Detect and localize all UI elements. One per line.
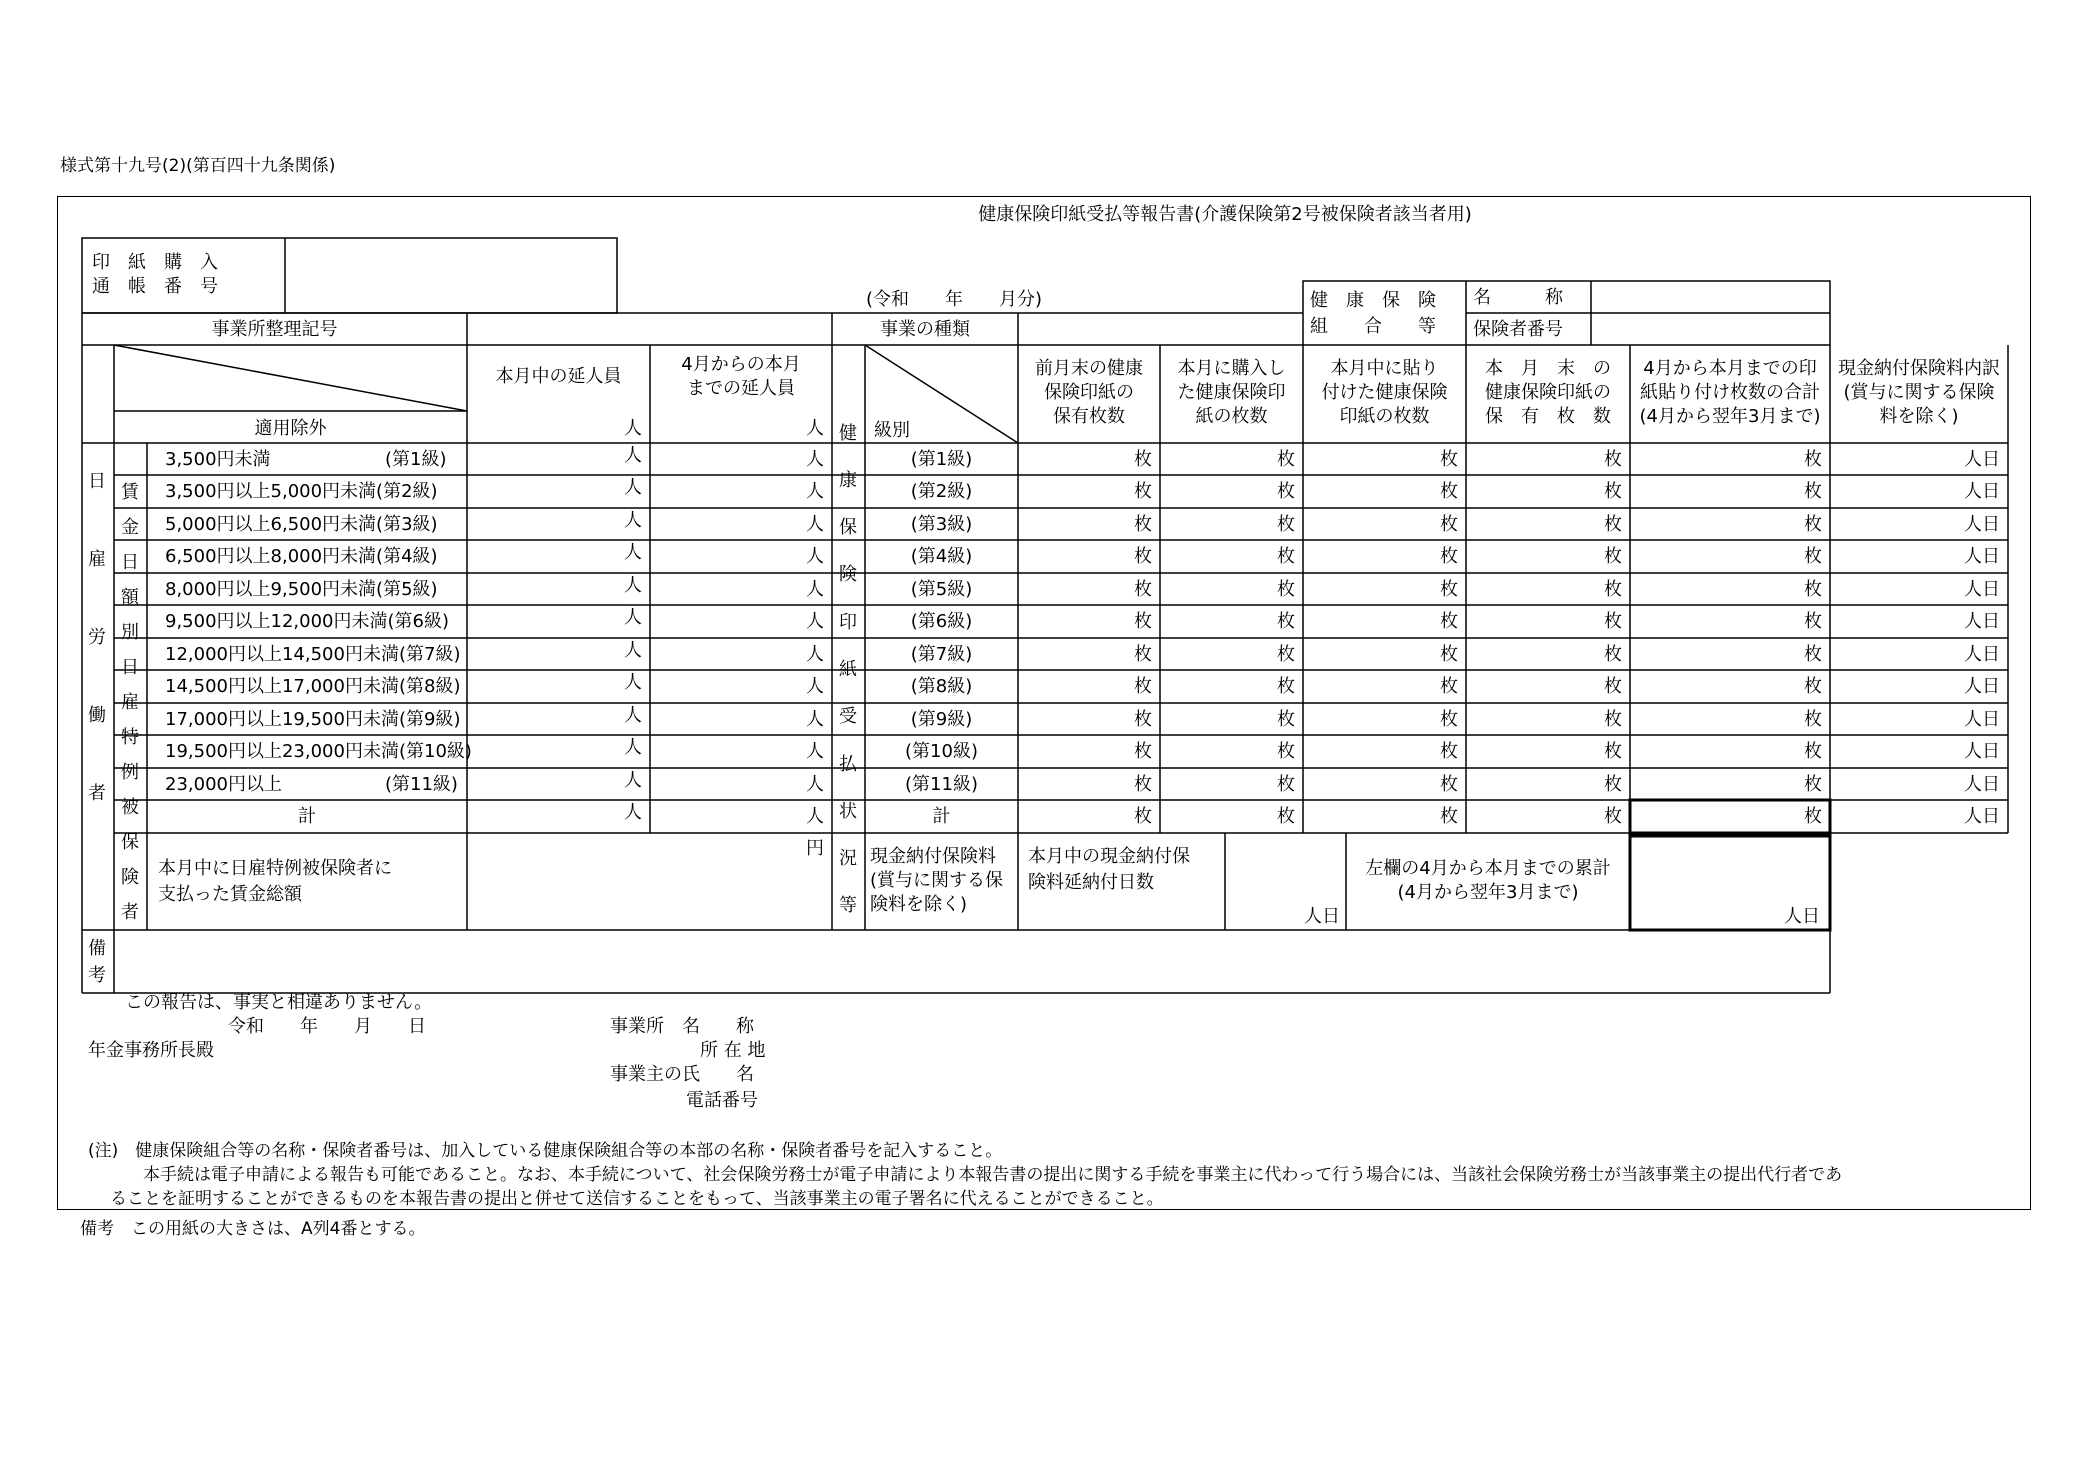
side-mid-char: 印: [839, 612, 857, 633]
total-personday-unit: 人日: [1964, 806, 2000, 827]
side-mid-char: 状: [839, 801, 857, 822]
row-personday-unit: 人日: [1964, 449, 2000, 470]
header-month-end-line: 本 月 末 の: [1485, 358, 1611, 379]
row-personday-unit: 人日: [1964, 741, 2000, 762]
row-april-unit: 人: [806, 546, 824, 567]
row-sheet-unit: 枚: [1277, 611, 1295, 632]
row-grade-suffix: (第11級): [385, 774, 458, 795]
row-wage-range: 19,500円以上23,000円未満(第10級): [165, 741, 472, 762]
row-persons-unit: 人: [624, 737, 642, 758]
row-sheet-unit: 枚: [1134, 741, 1152, 762]
row-persons-unit: 人: [624, 640, 642, 661]
side-inner-char: 金: [121, 517, 139, 538]
total-sheet-unit: 枚: [1804, 806, 1822, 827]
row-personday-unit: 人日: [1964, 546, 2000, 567]
row-sheet-unit: 枚: [1604, 481, 1622, 502]
row-persons-unit: 人: [624, 607, 642, 628]
row-personday-unit: 人日: [1964, 774, 2000, 795]
row-sheet-unit: 枚: [1804, 644, 1822, 665]
header-april-persons-2: までの延人員: [687, 378, 795, 399]
side-mid-char: 等: [839, 895, 857, 916]
row-personday-unit: 人日: [1964, 709, 2000, 730]
late-days-label-2: 険料延納付日数: [1028, 872, 1154, 893]
row-grade-label: (第3級): [910, 514, 973, 535]
row-april-unit: 人: [806, 774, 824, 795]
row-persons-unit: 人: [624, 770, 642, 791]
side-inner-char: 日: [121, 657, 139, 678]
side-inner-char: 被: [121, 797, 139, 818]
side-remarks-char: 備: [88, 938, 106, 959]
row-wage-range: 8,000円以上9,500円未満(第5級): [165, 579, 438, 600]
row-sheet-unit: 枚: [1134, 481, 1152, 502]
side-inner-char: 雇: [121, 692, 139, 713]
row-sheet-unit: 枚: [1277, 644, 1295, 665]
row-sheet-unit: 枚: [1804, 579, 1822, 600]
row-sheet-unit: 枚: [1804, 709, 1822, 730]
row-sheet-unit: 枚: [1277, 676, 1295, 697]
row-april-unit: 人: [806, 514, 824, 535]
cash-premium-label-1: 現金納付保険料: [870, 846, 996, 867]
side-mid-char: 保: [839, 517, 857, 538]
row-sheet-unit: 枚: [1804, 774, 1822, 795]
side-inner-char: 保: [121, 832, 139, 853]
row-sheet-unit: 枚: [1440, 611, 1458, 632]
insurer-number-label: 保険者番号: [1473, 319, 1563, 340]
row-personday-unit: 人日: [1964, 676, 2000, 697]
row-persons-unit: 人: [624, 705, 642, 726]
header-affixed-line: 印紙の枚数: [1339, 406, 1430, 427]
total-grade-label: 計: [932, 806, 951, 827]
row-sheet-unit: 枚: [1604, 611, 1622, 632]
row-sheet-unit: 枚: [1134, 611, 1152, 632]
row-sheet-unit: 枚: [1804, 514, 1822, 535]
row-wage-range: 23,000円以上: [165, 774, 282, 795]
header-affixed-line: 本月中に貼り: [1330, 358, 1439, 379]
row-wage-range: 9,500円以上12,000円未満(第6級): [165, 611, 450, 632]
row-grade-label: (第5級): [910, 579, 973, 600]
row-grade-label: (第11級): [905, 774, 978, 795]
row-sheet-unit: 枚: [1277, 481, 1295, 502]
late-days-label-1: 本月中の現金納付保: [1028, 846, 1190, 867]
row-sheet-unit: 枚: [1804, 741, 1822, 762]
side-mid-char: 受: [839, 706, 857, 727]
name-label: 名 称: [1473, 287, 1563, 308]
row-personday-unit: 人日: [1964, 481, 2000, 502]
row-grade-label: (第1級): [910, 449, 973, 470]
row-persons-unit: 人: [624, 542, 642, 563]
side-mid-char: 健: [839, 423, 857, 444]
row-sheet-unit: 枚: [1804, 676, 1822, 697]
row-sheet-unit: 枚: [1134, 449, 1152, 470]
header-cash-breakdown-line: 料を除く): [1879, 406, 1959, 427]
wage-total-label-2: 支払った賃金総額: [158, 884, 302, 905]
total-april-unit: 人: [806, 806, 824, 827]
header-cumulative-line: 紙貼り付け枚数の合計: [1640, 382, 1820, 403]
header-cumulative-line: 4月から本月までの印: [1643, 358, 1817, 379]
date-line: 令和 年 月 日: [228, 1016, 426, 1037]
purchase-label-2: 通 帳 番 号: [92, 276, 218, 297]
side-mid-char: 康: [839, 470, 857, 491]
row-sheet-unit: 枚: [1440, 676, 1458, 697]
row-personday-unit: 人日: [1964, 644, 2000, 665]
total-sheet-unit: 枚: [1134, 806, 1152, 827]
header-this-month-persons: 本月中の延人員: [495, 366, 622, 387]
row-sheet-unit: 枚: [1604, 579, 1622, 600]
row-persons-unit: 人: [624, 575, 642, 596]
side-inner-char: 者: [121, 902, 139, 923]
row-persons-unit: 人: [624, 445, 642, 466]
side-left-char: 雇: [88, 549, 106, 570]
row-grade-label: (第6級): [910, 611, 973, 632]
left-cumulative-label-2: (4月から翌年3月まで): [1397, 882, 1579, 903]
total-sheet-unit: 枚: [1277, 806, 1295, 827]
side-inner-char: 日: [121, 552, 139, 573]
purchase-number-field[interactable]: [289, 242, 613, 309]
row-april-unit: 人: [806, 481, 824, 502]
row-sheet-unit: 枚: [1604, 644, 1622, 665]
cash-premium-label-3: 険料を除く): [870, 894, 968, 915]
row-april-unit: 人: [806, 449, 824, 470]
row-april-unit: 人: [806, 741, 824, 762]
wage-total-unit: 円: [806, 838, 824, 859]
header-prev-stamps-line: 保有枚数: [1053, 406, 1125, 427]
row-sheet-unit: 枚: [1134, 644, 1152, 665]
row-sheet-unit: 枚: [1277, 546, 1295, 567]
exempt-unit-1: 人: [624, 418, 642, 439]
left-cumulative-label-1: 左欄の4月から本月までの累計: [1365, 858, 1611, 879]
side-inner-char: 特: [121, 727, 139, 748]
row-sheet-unit: 枚: [1440, 449, 1458, 470]
row-april-unit: 人: [806, 709, 824, 730]
office-ref-label: 事業所整理記号: [211, 319, 338, 340]
exempt-label: 適用除外: [254, 418, 327, 439]
side-left-char: 者: [88, 783, 106, 804]
row-april-unit: 人: [806, 644, 824, 665]
cash-premium-label-2: (賞与に関する保: [870, 870, 1004, 891]
row-sheet-unit: 枚: [1440, 546, 1458, 567]
total-sheet-unit: 枚: [1604, 806, 1622, 827]
row-sheet-unit: 枚: [1804, 449, 1822, 470]
header-cumulative-line: (4月から翌年3月まで): [1639, 406, 1821, 427]
insurer-label-1: 健 康 保 険: [1310, 290, 1436, 311]
row-sheet-unit: 枚: [1134, 514, 1152, 535]
header-prev-stamps-line: 保険印紙の: [1044, 382, 1134, 403]
row-sheet-unit: 枚: [1277, 741, 1295, 762]
row-sheet-unit: 枚: [1604, 774, 1622, 795]
row-personday-unit: 人日: [1964, 579, 2000, 600]
office-phone: 電話番号: [686, 1090, 758, 1111]
side-mid-char: 況: [839, 848, 857, 869]
note-2: 本手続は電子申請による報告も可能であること。なお、本手続について、社会保険労務士が電子申請により本報告書の提出に関する手続を事業主に代わって行う場合には、当該社会保険労務士が当該事業主の提出代行者であ: [143, 1165, 1843, 1185]
header-purchased-line: 本月に購入し: [1177, 358, 1286, 379]
row-april-unit: 人: [806, 579, 824, 600]
row-grade-suffix: (第1級): [385, 449, 447, 470]
total-persons-unit: 人: [624, 802, 642, 823]
header-month-end-line: 保 有 枚 数: [1485, 406, 1611, 427]
side-mid-char: 払: [839, 754, 857, 775]
purchase-label-1: 印 紙 購 入: [92, 252, 218, 273]
header-cash-breakdown-line: (賞与に関する保険: [1843, 382, 1995, 403]
row-grade-label: (第9級): [910, 709, 973, 730]
row-sheet-unit: 枚: [1440, 514, 1458, 535]
total-sheet-unit: 枚: [1440, 806, 1458, 827]
office-name: 事業所 名 称: [610, 1016, 754, 1037]
row-persons-unit: 人: [624, 477, 642, 498]
side-inner-char: 別: [121, 622, 139, 643]
office-address: 所 在 地: [700, 1040, 766, 1061]
row-sheet-unit: 枚: [1440, 644, 1458, 665]
row-personday-unit: 人日: [1964, 611, 2000, 632]
header-purchased-line: た健康保険印: [1177, 382, 1286, 403]
row-sheet-unit: 枚: [1440, 774, 1458, 795]
row-sheet-unit: 枚: [1134, 676, 1152, 697]
left-cumulative-unit: 人日: [1784, 906, 1820, 927]
row-april-unit: 人: [806, 676, 824, 697]
row-sheet-unit: 枚: [1134, 579, 1152, 600]
exempt-unit-2: 人: [806, 418, 824, 439]
row-sheet-unit: 枚: [1440, 741, 1458, 762]
row-sheet-unit: 枚: [1277, 514, 1295, 535]
row-wage-range: 5,000円以上6,500円未満(第3級): [165, 514, 438, 535]
header-purchased-line: 紙の枚数: [1195, 406, 1268, 427]
row-sheet-unit: 枚: [1440, 709, 1458, 730]
office-owner: 事業主の氏 名: [610, 1064, 754, 1085]
side-mid-char: 紙: [839, 659, 857, 680]
row-sheet-unit: 枚: [1440, 481, 1458, 502]
side-inner-char: 額: [121, 587, 139, 608]
row-sheet-unit: 枚: [1277, 709, 1295, 730]
row-sheet-unit: 枚: [1804, 611, 1822, 632]
row-sheet-unit: 枚: [1604, 449, 1622, 470]
row-sheet-unit: 枚: [1804, 546, 1822, 567]
row-april-unit: 人: [806, 611, 824, 632]
header-month-end-line: 健康保険印紙の: [1485, 382, 1611, 403]
side-left-char: 労: [88, 627, 106, 648]
side-inner-char: 例: [121, 762, 139, 783]
row-grade-label: (第10級): [905, 741, 978, 762]
row-sheet-unit: 枚: [1604, 514, 1622, 535]
footer-note: 備考 この用紙の大きさは、A列4番とする。: [80, 1219, 426, 1239]
row-wage-range: 6,500円以上8,000円未満(第4級): [165, 546, 438, 567]
row-wage-range: 14,500円以上17,000円未満(第8級): [165, 676, 461, 697]
row-sheet-unit: 枚: [1277, 579, 1295, 600]
late-days-unit: 人日: [1304, 906, 1340, 927]
row-personday-unit: 人日: [1964, 514, 2000, 535]
header-prev-stamps-line: 前月末の健康: [1035, 358, 1143, 379]
wage-total-label-1: 本月中に日雇特例被保険者に: [158, 858, 392, 879]
note-3: ることを証明することができるものを本報告書の提出と併せて送信することをもって、当該事業主の電子署名に代えることができること。: [110, 1189, 1164, 1209]
header-affixed-line: 付けた健康保険: [1321, 382, 1448, 403]
declaration: この報告は、事実と相違ありません。: [125, 992, 433, 1013]
side-inner-char: 賃: [121, 482, 139, 503]
row-wage-range: 3,500円未満: [165, 449, 271, 470]
row-sheet-unit: 枚: [1604, 546, 1622, 567]
row-wage-range: 3,500円以上5,000円未満(第2級): [165, 481, 438, 502]
side-remarks-char: 考: [88, 965, 106, 986]
business-type-label: 事業の種類: [880, 319, 970, 340]
row-sheet-unit: 枚: [1134, 546, 1152, 567]
row-persons-unit: 人: [624, 672, 642, 693]
row-grade-label: (第4級): [910, 546, 973, 567]
row-sheet-unit: 枚: [1804, 481, 1822, 502]
row-sheet-unit: 枚: [1604, 676, 1622, 697]
row-grade-label: (第7級): [910, 644, 973, 665]
header-grade: 級別: [874, 420, 910, 441]
side-left-char: 日: [88, 471, 106, 492]
row-sheet-unit: 枚: [1277, 774, 1295, 795]
period: (令和 年 月分): [866, 289, 1043, 310]
side-mid-char: 険: [839, 564, 857, 585]
note-1: (注) 健康保険組合等の名称・保険者番号は、加入している健康保険組合等の本部の名称・保険者番号を記入すること。: [88, 1141, 1003, 1161]
row-grade-label: (第8級): [910, 676, 973, 697]
row-wage-range: 17,000円以上19,500円未満(第9級): [165, 709, 461, 730]
row-sheet-unit: 枚: [1604, 741, 1622, 762]
row-grade-label: (第2級): [910, 481, 973, 502]
row-sheet-unit: 枚: [1604, 709, 1622, 730]
side-inner-char: 険: [121, 867, 139, 888]
form-title: 健康保険印紙受払等報告書(介護保険第2号被保険者該当者用): [978, 204, 1472, 225]
row-sheet-unit: 枚: [1134, 774, 1152, 795]
total-label: 計: [298, 806, 316, 827]
row-sheet-unit: 枚: [1134, 709, 1152, 730]
header-april-persons-1: 4月からの本月: [681, 354, 801, 375]
row-persons-unit: 人: [624, 510, 642, 531]
row-sheet-unit: 枚: [1440, 579, 1458, 600]
addressee: 年金事務所長殿: [88, 1040, 214, 1061]
side-left-char: 働: [88, 705, 106, 726]
header-cash-breakdown-line: 現金納付保険料内訳: [1838, 358, 2000, 379]
form-number: 様式第十九号(2)(第百四十九条関係): [60, 156, 336, 176]
insurer-label-2: 組 合 等: [1310, 316, 1436, 337]
row-wage-range: 12,000円以上14,500円未満(第7級): [165, 644, 461, 665]
row-sheet-unit: 枚: [1277, 449, 1295, 470]
